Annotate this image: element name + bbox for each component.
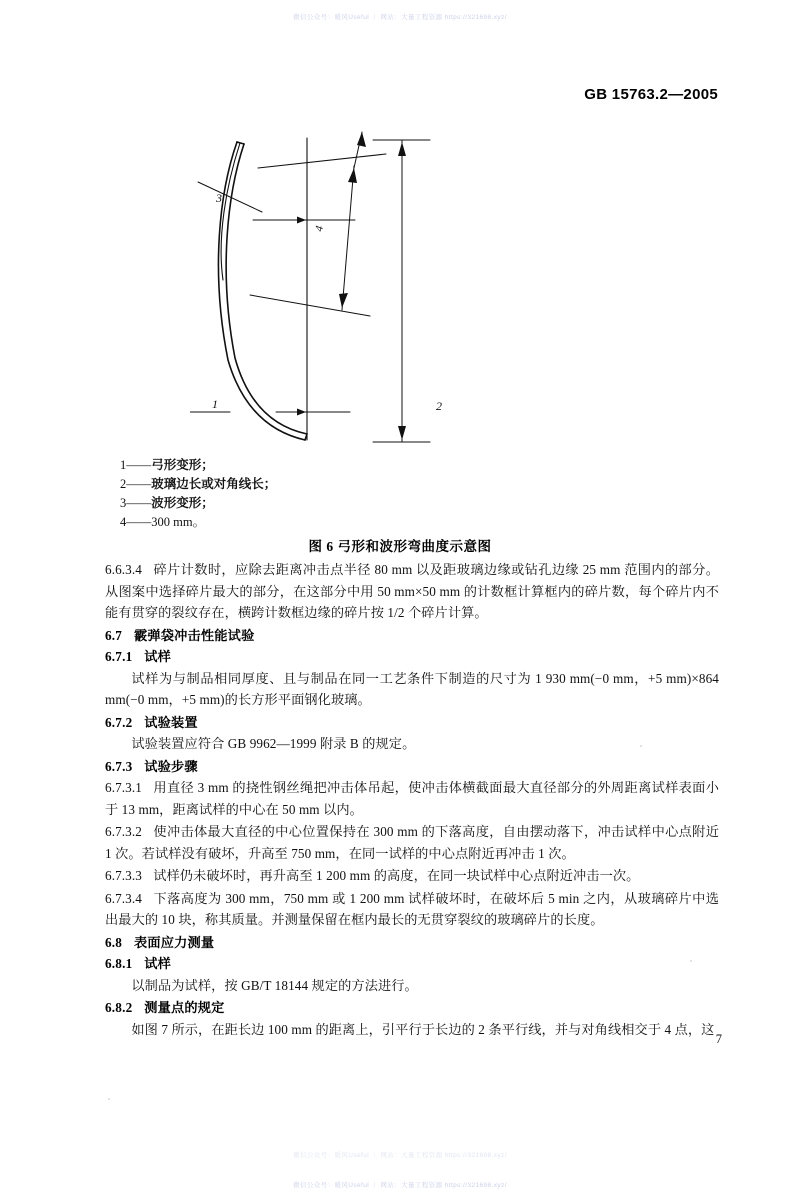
- figure-key-text-1: 弓形变形；: [151, 458, 214, 472]
- figure-key-text-3: 波形变形；: [151, 496, 214, 510]
- clause-6-7-3-1: [105, 777, 719, 820]
- clause-6-7-3-3-number: 6.7.3.3: [105, 868, 142, 883]
- heading-6-8-1-number: 6.8.1: [105, 956, 133, 971]
- figure-key-item-4: [120, 513, 680, 532]
- figure-6-caption: 图 6 弓形和波形弯曲度示意图: [308, 539, 492, 554]
- figure-key-item-3: [120, 494, 680, 513]
- figure-key-dash-1: ——: [126, 458, 152, 472]
- heading-6-8-1-title: 试样: [144, 956, 172, 971]
- figure-key-text-2: 玻璃边长或对角线长；: [151, 477, 277, 491]
- clause-6-7-3-1-number: 6.7.3.1: [105, 780, 142, 795]
- figure-6-diagram: [0, 120, 800, 450]
- heading-6-7-3: [105, 756, 719, 778]
- heading-6-7-3-number: 6.7.3: [105, 758, 133, 774]
- figure-key-num-1: 1: [120, 458, 127, 472]
- clause-6-7-2-body: 试验装置应符合 GB 9962—1999 附录 B 的规定。: [131, 736, 416, 751]
- heading-6-7: [105, 625, 719, 647]
- figure-key-num-4: 4: [120, 515, 127, 529]
- figure-label-1: 1: [212, 397, 218, 411]
- bow-and-wave-curvature-svg: [190, 120, 610, 450]
- clause-6-7-3-4-number: 6.7.3.4: [105, 890, 142, 906]
- dim4-top-arrow: [357, 132, 366, 147]
- clause-6-7-3-4-text: 下落高度为 300 mm，750 mm 或 1 200 mm 试样破坏时，在破坏后 5 min 之内，从玻璃碎片中选出最大的 10 块，称其质量。并测量保留在框内最长的无贯穿裂纹的玻璃碎片的长度。: [105, 890, 719, 927]
- clause-6-7-3-2-text: 使冲击体最大直径的中心位置保持在 300 mm 的下落高度，自由摆动落下，冲击试样中心点附近 1 次。若试样没有破坏，升高至 750 mm，在同一试样的中心点附近再冲击 1 次。: [105, 824, 719, 861]
- body-text-column: [105, 559, 719, 1041]
- figure-label-4: 4: [313, 224, 327, 233]
- figure-key-dash-3: ——: [126, 496, 152, 510]
- watermark-middle: 微信公众号：暖风Useful ｜ 网站：大量工程资源 https://321698.xyz/: [293, 1152, 507, 1159]
- clause-6-8-2-body: 如图 7 所示，在距长边 100 mm 的距离上，引平行于长边的 2 条平行线，并与对角线相交于 4 点，这: [131, 1021, 715, 1037]
- heading-6-8-title: 表面应力测量: [133, 934, 215, 950]
- wave-dim-arrow: [297, 217, 306, 224]
- figure-key-dash-4: ——: [126, 515, 152, 529]
- clause-6-8-1-body: 以制品为试样，按 GB/T 18144 规定的方法进行。: [131, 977, 418, 993]
- edge-length-arrow-top: [398, 142, 406, 156]
- figure-key-list: [120, 456, 680, 532]
- dim4-lower-extension: [250, 295, 370, 316]
- bow-dim-arrow: [297, 409, 306, 416]
- standard-number-header: GB 15763.2—2005: [584, 86, 718, 103]
- heading-6-8-2: [105, 997, 719, 1019]
- heading-6-7-1-title: 试样: [144, 649, 172, 664]
- edge-length-arrow-bottom: [398, 426, 406, 440]
- heading-6-7-2: [105, 712, 719, 734]
- figure-label-3: 3: [216, 191, 222, 205]
- heading-6-7-2-number: 6.7.2: [105, 714, 133, 730]
- clause-6-6-3-4-text: 碎片计数时，应除去距离冲击点半径 80 mm 以及距玻璃边缘或钻孔边缘 25 mm 范围内的部分。从图案中选择碎片最大的部分，在这部分中用 50 mm×50 mm 的计数框计算框内的碎片数，每个碎片内不能有贯穿的裂纹存在，横跨计数框边缘的碎片按 1/2 个碎片计算。: [105, 562, 719, 620]
- figure-label-2: 2: [436, 399, 442, 413]
- figure-key-text-4: 300 mm。: [151, 515, 206, 529]
- heading-6-7-3-title: 试验步骤: [144, 758, 198, 774]
- dim4-arrow-top: [348, 168, 357, 183]
- watermark-top: 微信公众号：暖风Useful ｜ 网站：大量工程资源 https://321698.xyz/: [293, 14, 507, 21]
- clause-6-7-1-body: 试样为与制品相同厚度、且与制品在同一工艺条件下制造的尺寸为 1 930 mm(−0 mm，+5 mm)×864 mm(−0 mm，+5 mm)的长方形平面钢化玻璃。: [105, 670, 719, 707]
- clause-6-6-3-4-number: 6.6.3.4: [105, 562, 142, 577]
- clause-6-7-3-2: [105, 821, 719, 864]
- glass-top-cap: [237, 142, 244, 144]
- figure-key-item-2: [120, 475, 680, 494]
- clause-6-7-3-4: [105, 888, 719, 931]
- figure-key-num-3: 3: [120, 496, 127, 510]
- figure-key-dash-2: ——: [126, 477, 152, 491]
- dim4-upper-extension: [258, 154, 386, 168]
- heading-6-7-1: [105, 646, 719, 668]
- heading-6-7-1-number: 6.7.1: [105, 649, 133, 664]
- scan-speckle: [108, 1098, 110, 1100]
- glass-outer-curve: [218, 142, 305, 440]
- heading-6-7-number: 6.7: [105, 627, 123, 643]
- heading-6-8-2-title: 测量点的规定: [144, 1000, 225, 1015]
- clause-6-7-3-3: [105, 865, 719, 887]
- clause-6-7-3-1-text: 用直径 3 mm 的挠性钢丝绳把冲击体吊起，使冲击体横截面最大直径部分的外周距离试样表面小于 13 mm，距离试样的中心在 50 mm 以内。: [105, 780, 719, 817]
- clause-6-7-3-2-number: 6.7.3.2: [105, 824, 142, 839]
- glass-inner-curve: [226, 144, 307, 434]
- heading-6-8-number: 6.8: [105, 934, 123, 950]
- figure-key-item-1: [120, 456, 680, 475]
- scan-speckle: [690, 960, 692, 962]
- heading-6-8-2-number: 6.8.2: [105, 1000, 133, 1015]
- heading-6-7-2-title: 试验装置: [144, 714, 198, 730]
- dim4-arrow-bottom: [339, 293, 348, 308]
- figure-key-num-2: 2: [120, 477, 127, 491]
- heading-6-7-title: 霰弹袋冲击性能试验: [133, 627, 255, 643]
- dim4-dim-line: [342, 166, 354, 310]
- heading-6-8-1: [105, 953, 719, 975]
- heading-6-8: [105, 932, 719, 954]
- scan-speckle: [640, 745, 642, 747]
- clause-6-6-3-4: [105, 559, 719, 624]
- page-number: 7: [715, 1032, 722, 1046]
- clause-6-7-3-3-text: 试样仍未破坏时，再升高至 1 200 mm 的高度，在同一块试样中心点附近冲击一次。: [153, 868, 640, 883]
- watermark-bottom: 微信公众号：暖风Useful ｜ 网站：大量工程资源 https://321698.xyz/: [293, 1182, 507, 1189]
